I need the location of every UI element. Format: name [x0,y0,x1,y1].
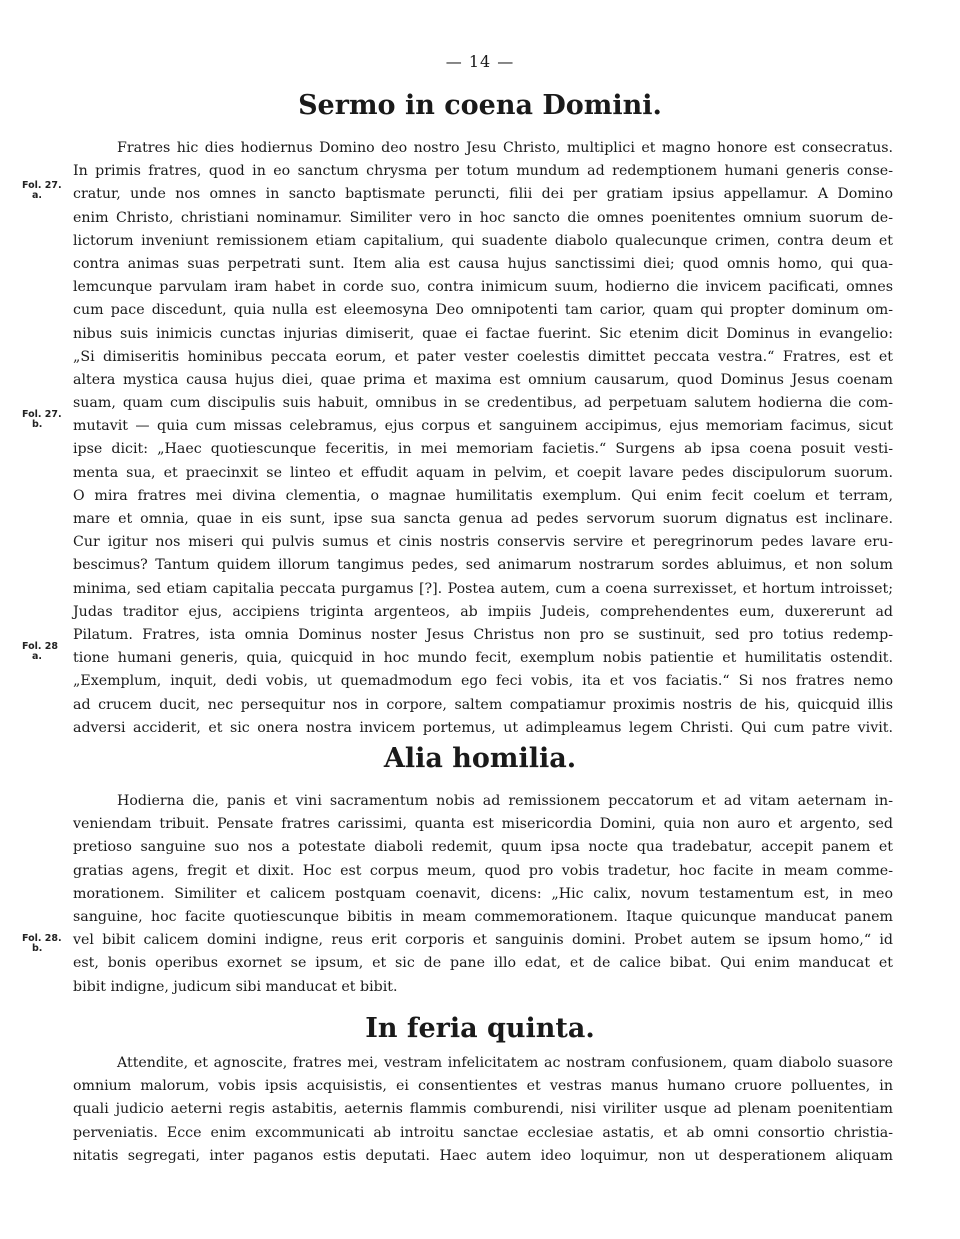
text-line: Cur igitur nos miseri qui pulvis sumus et cinis nostris conservis servire et peregrinorum pedes lavare eru- [73,534,893,551]
section-title-sermo: Sermo in coena Domini. [298,90,662,121]
text-line: ipse dicit: „Haec quotiescunque feceritis, in mei memoriam facietis.“ Surgens ab ipsa coena posuit vesti- [73,441,893,458]
text-line: enim Christo, christiani nominamur. Similiter vero in hoc sancto die omnes poenitentes omnium suorum de- [73,209,893,226]
margin-note-folio [22,642,58,662]
margin-note-folio-number: Fol. 28. [22,933,62,944]
text-line: quali judicio aeterni regis astabitis, aeternis flammis comburendi, nisi viriliter usque ad plenam poenitentiam [73,1101,893,1118]
text-line: omnium malorum, vobis ipsis acquisistis, ei consentientes et vestras manus humano cruore polluentes, in [73,1078,893,1095]
text-line: pretioso sanguine suo nos a potestate diaboli redemit, quum ipsa nocte qua tradebatur, accepit panem et [73,839,893,856]
text-line: adversi acciderit, et sic onera nostra invicem portemus, ut adimpleamus legem Christi. Qui cum patre vivit. [73,719,893,736]
text-line: cum pace discedunt, quia nulla est eleemosyna Deo omnipotenti tam carior, quam qui propter dominum om- [73,302,893,319]
margin-note-folio-number: Fol. 28 [22,641,59,652]
text-line: lemcunque parvulam iram habet in corde suo, contra inimicum suum, hodierno die invicem pacificati, omnes [73,279,893,296]
margin-note-folio-side: a. [32,651,43,662]
margin-note-folio-number: Fol. 27. [22,180,62,191]
text-line: sanguine, hoc facite quotiescunque bibitis in meam commemorationem. Itaque quicunque manducat panem [73,908,893,925]
text-line: menta sua, et praecinxit se linteo et effudit aquam in pelvim, et coepit lavare pedes discipulorum suorum. [73,464,893,481]
text-line: altera mystica causa hujus diei, quae prima et maxima est omnium causarum, quod Dominus Jesus coenam [73,371,893,388]
margin-note-folio [22,410,62,430]
margin-note-folio [22,181,62,201]
text-line: bibit indigne, judicum sibi manducat et bibit. [73,978,398,995]
text-line: contra animas suas perpetrati sunt. Item alia est causa hujus sanctissimi diei; quod omnis homo, qui qua- [73,255,893,272]
text-line: mare et omnia, quae in eis sunt, ipse sua sancta genua ad pedes servorum suorum dignatus est inclinare. [73,511,893,527]
page-number: — 14 — [445,52,515,71]
text-line: perveniatis. Ecce enim excommunicati ab introitu sanctae ecclesiae astatis, et ab omni consortio christia- [73,1124,893,1141]
text-line: mutavit — quia cum missas celebramus, ejus corpus et sanguinem accipimus, ejus memoriam facimus, sicut [73,418,893,435]
margin-note-folio-side: b. [32,943,43,954]
section-body-in-feria-quinta [73,1052,893,1168]
margin-note-folio [22,934,62,954]
text-line: In primis fratres, quod in eo sanctum chrysma per totum mundum ad redemptionem humani generis conse- [73,163,893,180]
text-line: „Exemplum, inquit, dedi vobis, ut quemadmodum ego feci vobis, ita et vos faciatis.“ Si nos fratres nemo [73,673,893,690]
text-line: Fratres hic dies hodiernus Domino deo nostro Jesu Christo, multiplici et magno honore est consecratus. [117,140,893,156]
text-line: Judas traditor ejus, accipiens triginta argenteos, ab impiis Judeis, comprehendentes eum, duxererunt ad [73,603,893,620]
text-line: nitatis segregati, inter paganos estis deputati. Haec autem ideo loquimur, non ut desperationem aliquam [73,1147,893,1164]
section-title-in-feria-quinta: In feria quinta. [365,1013,595,1044]
text-line: „Si dimiseritis hominibus peccata eorum, et pater vester coelestis dimittet peccata vestra.“ Fratres, est et [73,348,893,365]
text-line: minima, sed etiam capitalia peccata purgamus [?]. Postea autem, cum a coena surrexisset, et hortum introisset; [73,580,893,597]
text-line: est, bonis operibus exornet se ipsum, et sic de pane illo edat, et de calice bibat. Qui enim manducat et [73,955,893,972]
text-line: suam, quam cum discipulis suis habuit, omnibus in se credentibus, ad perpetuam salutem hodierna die com- [73,395,893,412]
text-line: tione humani generis, quia, quicquid in hoc mundo fecit, exemplum nobis patientie et humilitatis ostendit. [73,650,893,667]
text-line: nibus suis inimicis cunctas injurias dimiserit, quae ei factae fuerint. Sic etenim dicit Dominus in evangelio: [73,325,893,342]
margin-note-folio-side: b. [32,419,43,430]
text-line: gratias agens, fregit et dixit. Hoc est corpus meum, quod pro vobis tradetur, hoc facite in meam comme- [73,862,893,879]
text-line: ad crucem ducit, nec persequitur nos in corpore, saltem compatiamur proximis nostris de his, quicquid illis [73,696,893,713]
text-line: morationem. Similiter et calicem postquam coenavit, dicens: „Hic calix, novum testamentum est, in meo [73,885,893,902]
text-line: vel bibit calicem domini indigne, reus erit corporis et sanguinis domini. Probet autem se ipsum homo,“ id [73,932,893,949]
text-line: lictorum inveniunt remissionem etiam capitalium, qui suadente diabolo qualecunque crimen, contra deum et [73,232,893,249]
section-title-alia-homilia: Alia homilia. [383,743,577,774]
text-line: Hodierna die, panis et vini sacramentum nobis ad remissionem peccatorum et ad vitam aeternam in- [117,793,893,809]
margin-note-folio-number: Fol. 27. [22,409,62,420]
text-line: veniendam tribuit. Pensate fratres carissimi, quanta est misericordia Domini, quia non auro et argento, sed [73,816,893,833]
section-body-sermo [73,137,893,740]
text-line: cratur, unde nos omnes in sancto baptismate peruncti, filii dei per gratiam ipsius appellamur. A Domino [73,186,893,203]
text-line: Attendite, et agnoscite, fratres mei, vestram infelicitatem ac nostram confusionem, quam diabolo suasore [117,1055,893,1071]
section-body-alia-homilia [73,790,893,999]
text-line: Pilatum. Fratres, ista omnia Dominus noster Jesus Christus non pro se sustinuit, sed pro totius redemp- [73,626,893,643]
margin-note-folio-side: a. [32,190,43,201]
text-line: O mira fratres mei divina clementia, o magnae humilitatis exemplum. Qui enim fecit coelum et terram, [73,487,893,504]
text-line: bescimus? Tantum quidem illorum tangimus pedes, sed animarum nostrarum sordes abluimus, et non solum [73,557,893,574]
